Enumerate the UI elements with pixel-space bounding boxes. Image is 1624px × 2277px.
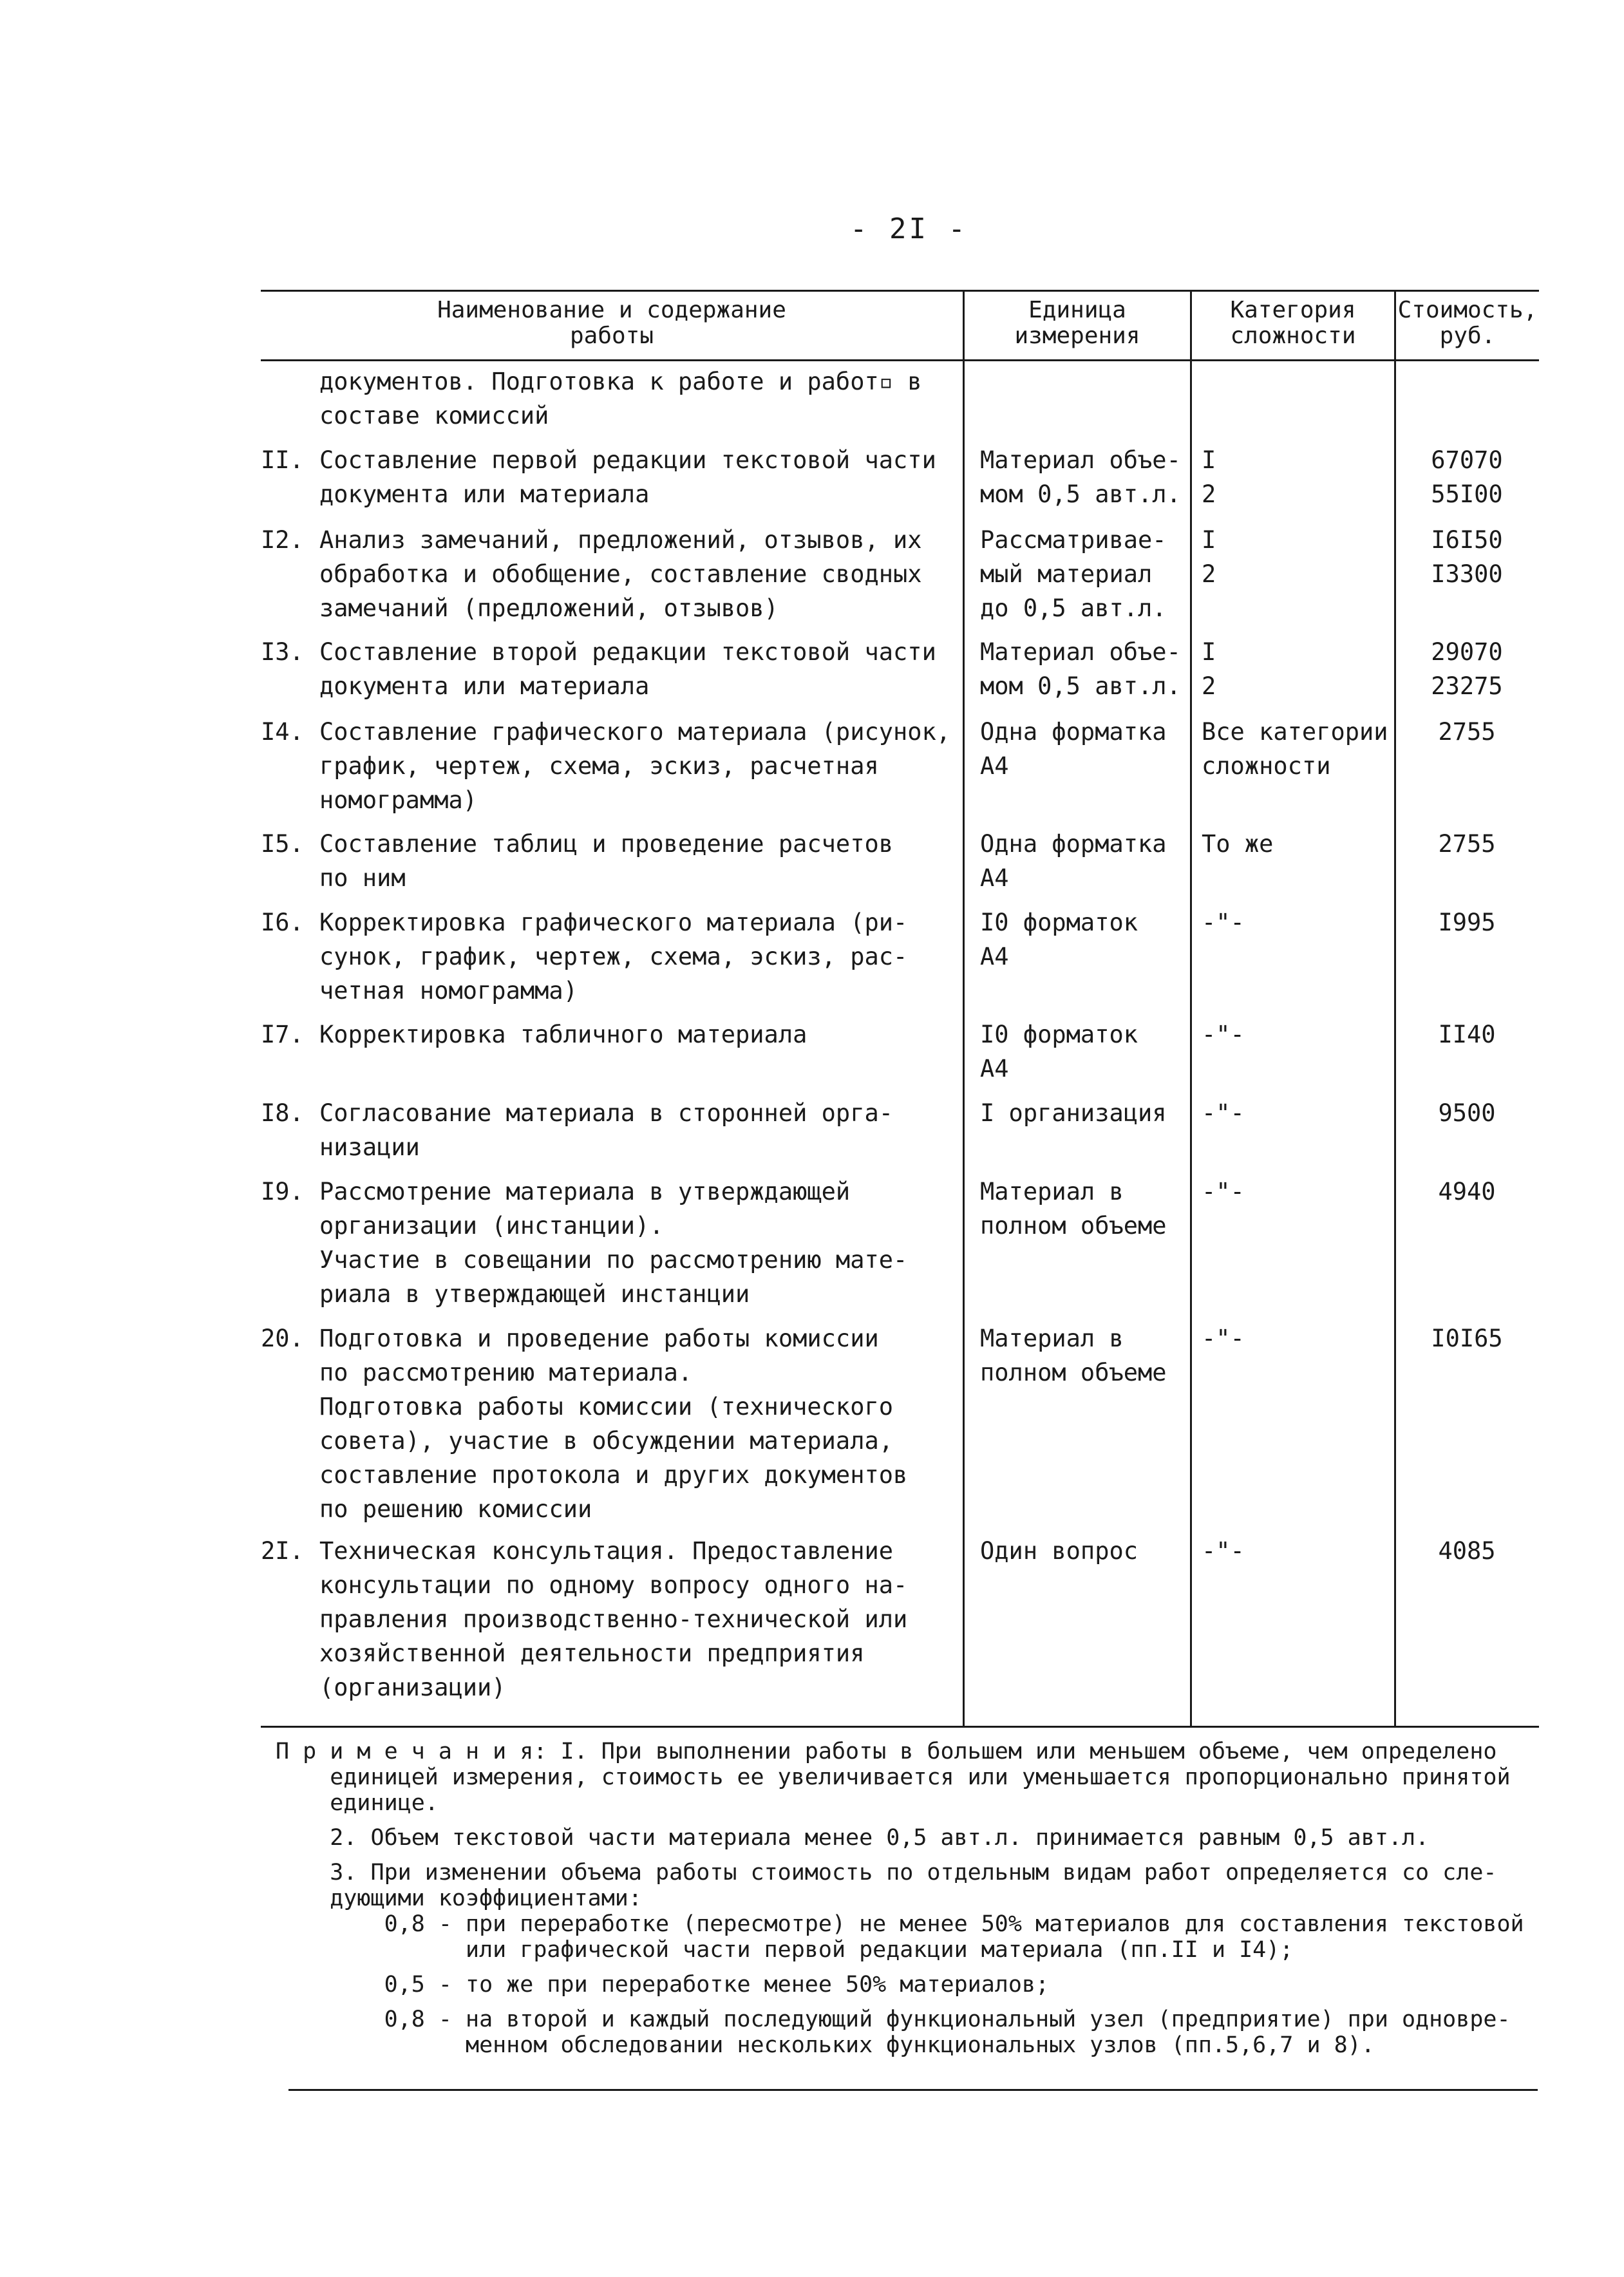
- row-name: Составление второй редакции текстовой части документа или материала: [319, 638, 936, 700]
- row-cost: 9500: [1438, 1099, 1496, 1127]
- row-category: I 2: [1202, 446, 1216, 508]
- note-line: 0,8 - на второй и каждый последующий функциональный узел (предприятие) при одновре-: [276, 2007, 1511, 2032]
- column-divider-category: [1190, 290, 1192, 1727]
- row-cost: I995: [1438, 909, 1496, 936]
- note-line: дующими коэффициентами:: [276, 1885, 642, 1911]
- row-unit: Материал объе- мом 0,5 авт.л.: [980, 638, 1181, 700]
- row-unit: Одна форматка А4: [980, 718, 1167, 780]
- note-gap: [276, 1998, 1563, 2007]
- row-unit: I организация: [980, 1099, 1167, 1127]
- header-name: Наименование и содержание работы: [437, 297, 786, 349]
- header-cost: Стоимость, руб.: [1397, 297, 1538, 349]
- row-number: I2.: [261, 526, 304, 554]
- row-cost: I6I50 I3300: [1431, 526, 1503, 588]
- note-line: единице.: [276, 1790, 439, 1816]
- note-line: 0,8 - при переработке (пересмотре) не менее 50% материалов для составления текстовой: [276, 1911, 1524, 1937]
- row-unit: Материал в полном объеме: [980, 1178, 1167, 1240]
- row-name: Анализ замечаний, предложений, отзывов, их обработка и обобщение, составление сводных замечаний (предложений, отзывов): [319, 526, 922, 622]
- row-cost: 4940: [1438, 1178, 1496, 1205]
- row-category: I 2: [1202, 638, 1216, 700]
- row-unit: Рассматривае- мый материал до 0,5 авт.л.: [980, 526, 1167, 622]
- notes-section: [276, 1739, 1563, 2058]
- row-category: То же: [1202, 830, 1274, 858]
- row-number: 20.: [261, 1325, 304, 1352]
- page-number: - 2I -: [850, 213, 968, 245]
- row-cost: 29070 23275: [1431, 638, 1503, 700]
- row-name: Техническая консультация. Предоставление консультации по одному вопросу одного на- правления производственно-технической или хозяйственной деятельности предприятия (организации): [319, 1537, 908, 1701]
- row-number: II.: [261, 446, 304, 474]
- row-category: -"-: [1202, 1178, 1245, 1205]
- note-line: менном обследовании нескольких функциональных узлов (пп.5,6,7 и 8).: [276, 2032, 1375, 2058]
- row-name: Согласование материала в сторонней орга- низации: [319, 1099, 894, 1161]
- row-category: -"-: [1202, 1537, 1245, 1565]
- row-number: I5.: [261, 830, 304, 858]
- row-cost: I0I65: [1431, 1325, 1503, 1352]
- note-line: 3. При изменении объема работы стоимость по отдельным видам работ определяется со сле-: [276, 1860, 1497, 1885]
- row-number: I3.: [261, 638, 304, 666]
- row-cost: 67070 55I00: [1431, 446, 1503, 508]
- row-name: Составление графического материала (рисунок, график, чертеж, схема, эскиз, расчетная номограмма): [319, 718, 951, 814]
- note-line: 2. Объем текстовой части материала менее 0,5 авт.л. принимается равным 0,5 авт.л.: [276, 1825, 1430, 1851]
- row-unit: Материал объе- мом 0,5 авт.л.: [980, 446, 1181, 508]
- row-category: -"-: [1202, 909, 1245, 936]
- row-number: I9.: [261, 1178, 304, 1205]
- row-name: Рассмотрение материала в утверждающей организации (инстанции). Участие в совещании по рассмотрению мате- риала в утверждающей инстанции: [319, 1178, 908, 1308]
- column-divider-unit: [963, 290, 965, 1727]
- row-name: Составление таблиц и проведение расчетов по ним: [319, 830, 894, 892]
- note-line: П р и м е ч а н и я: I. При выполнении работы в большем или меньшем объеме, чем определено: [276, 1739, 1497, 1764]
- row-category: I 2: [1202, 526, 1216, 588]
- note-gap: [276, 1851, 1563, 1860]
- row-cost: II40: [1438, 1021, 1496, 1048]
- row-cost: 2755: [1438, 718, 1496, 746]
- row-number: I4.: [261, 718, 304, 746]
- row-unit: Одна форматка А4: [980, 830, 1167, 892]
- continuation-text: документов. Подготовка к работе и работ▫ в составе комиссий: [319, 368, 922, 430]
- row-name: Корректировка табличного материала: [319, 1021, 807, 1048]
- notes-bottom-rule: [288, 2089, 1538, 2091]
- row-unit: I0 форматок А4: [980, 909, 1138, 970]
- row-name: Подготовка и проведение работы комиссии по рассмотрению материала. Подготовка работы комиссии (технического совета), участие в обсуждении материала, составление протокола и других документов по решению комиссии: [319, 1325, 908, 1523]
- note-gap: [276, 1963, 1563, 1972]
- note-line: единицей измерения, стоимость ее увеличивается или уменьшается пропорционально принятой: [276, 1764, 1511, 1790]
- note-line: 0,5 - то же при переработке менее 50% материалов;: [276, 1972, 1050, 1998]
- row-category: -"-: [1202, 1099, 1245, 1127]
- header-category: Категория сложности: [1230, 297, 1356, 349]
- row-unit: Материал в полном объеме: [980, 1325, 1167, 1386]
- row-unit: I0 форматок А4: [980, 1021, 1138, 1082]
- row-unit: Один вопрос: [980, 1537, 1138, 1565]
- table-top-border: [261, 290, 1539, 292]
- row-category: -"-: [1202, 1021, 1245, 1048]
- row-cost: 2755: [1438, 830, 1496, 858]
- row-number: I6.: [261, 909, 304, 936]
- table-bottom-border: [261, 1726, 1539, 1728]
- table-header-divider: [261, 359, 1539, 361]
- row-number: 2I.: [261, 1537, 304, 1565]
- row-category: -"-: [1202, 1325, 1245, 1352]
- header-unit: Единица измерения: [1014, 297, 1140, 349]
- row-category: Все категории сложности: [1202, 718, 1388, 780]
- note-gap: [276, 1816, 1563, 1825]
- row-cost: 4085: [1438, 1537, 1496, 1565]
- row-number: I8.: [261, 1099, 304, 1127]
- row-name: Корректировка графического материала (ри- сунок, график, чертеж, схема, эскиз, рас- четная номограмма): [319, 909, 908, 1005]
- note-line: или графической части первой редакции материала (пп.II и I4);: [276, 1937, 1294, 1963]
- row-name: Составление первой редакции текстовой части документа или материала: [319, 446, 936, 508]
- row-number: I7.: [261, 1021, 304, 1048]
